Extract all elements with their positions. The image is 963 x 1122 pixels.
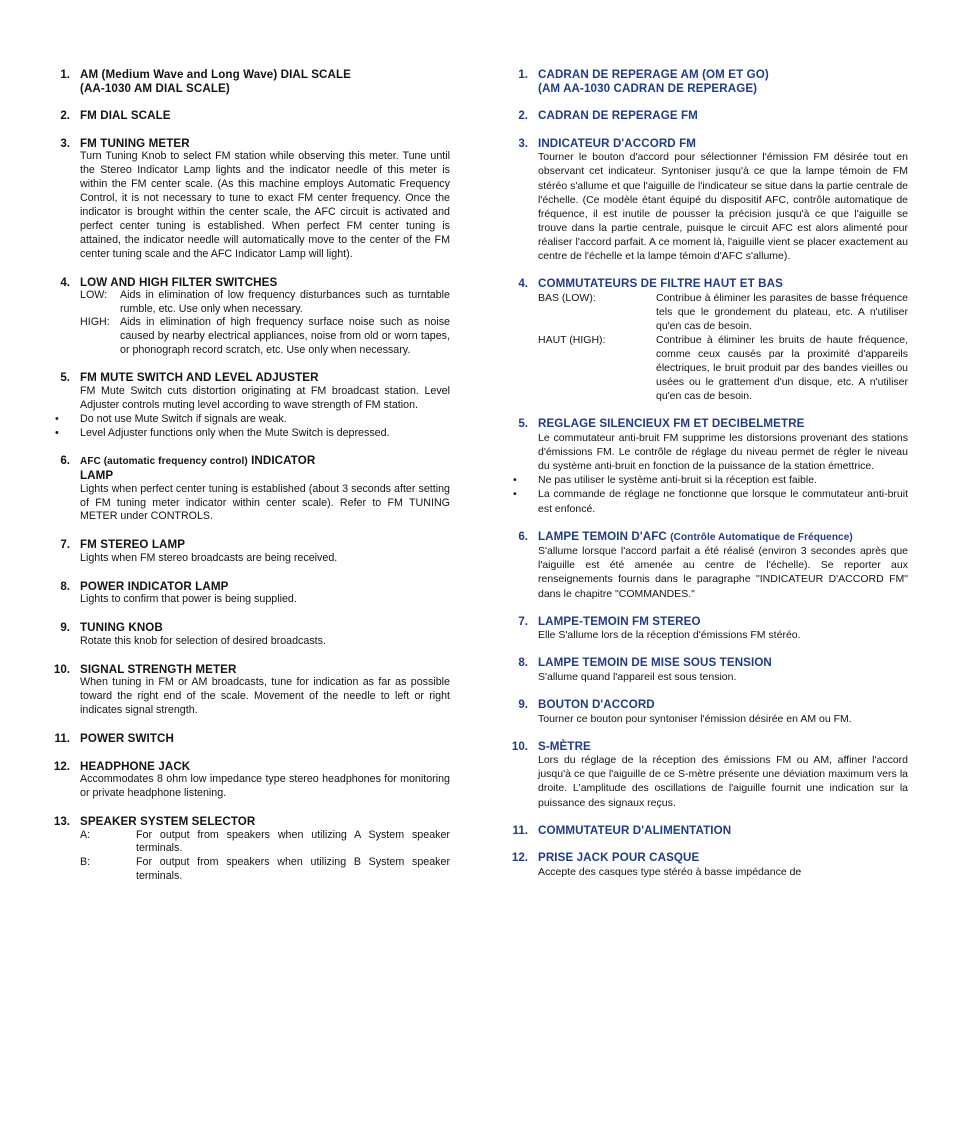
fr-item-8	[508, 656, 908, 684]
fr-item-3	[508, 137, 908, 263]
sub-text: Aids in elimination of low frequency disturbances such as turntable rumble, etc. Use only when necessary.	[120, 289, 450, 315]
item-title-main: COMMUTATEUR D'ALIMENTATION	[538, 823, 732, 837]
item-number: 3.	[60, 136, 70, 150]
fr-item-10	[508, 740, 908, 810]
item-body: FM Mute Switch cuts distortion originating at FM broadcast station. Level Adjuster controls muting level according to wave strength of FM station.	[80, 384, 450, 411]
item-number: 2.	[60, 109, 70, 123]
item-title	[80, 538, 450, 552]
french-column	[508, 68, 908, 893]
item-number: 5.	[60, 371, 70, 385]
en-item-1	[50, 68, 450, 95]
fr-item-2	[508, 109, 908, 123]
sub-item	[80, 316, 450, 357]
item-title	[538, 698, 908, 712]
item-title-main: LAMPE-TEMOIN FM STEREO	[538, 614, 701, 628]
item-body: Rotate this knob for selection of desired broadcasts.	[80, 634, 326, 647]
item-title	[80, 109, 450, 123]
en-item-10	[50, 663, 450, 718]
fr-item-12	[508, 851, 908, 879]
en-item-2	[50, 109, 450, 123]
item-number: 11.	[54, 732, 70, 746]
item-title	[538, 740, 908, 754]
item-title-line2: (AM AA-1030 CADRAN DE REPERAGE)	[538, 81, 758, 95]
item-number: 10.	[53, 662, 70, 676]
sub-text: Contribue à éliminer les parasites de basse fréquence tels que le grondement du plateau, etc. A n'utiliser qu'en cas de besoin.	[656, 291, 908, 332]
sub-item	[80, 829, 450, 856]
fr-item-11	[508, 824, 908, 838]
en-item-4	[50, 276, 450, 358]
sub-item	[80, 856, 450, 883]
item-title-main: COMMUTATEURS DE FILTRE HAUT ET BAS	[538, 277, 783, 291]
item-title-main: REGLAGE SILENCIEUX FM ET DECIBELMETRE	[538, 417, 805, 431]
item-number: 6.	[60, 454, 70, 468]
item-title-line2: LAMP	[80, 469, 114, 482]
item-title	[538, 277, 908, 291]
item-number: 5.	[518, 417, 528, 431]
item-title-main: CADRAN DE REPERAGE AM (OM ET GO)	[538, 68, 769, 81]
en-item-6	[50, 454, 450, 524]
item-body: Lors du réglage de la réception des émissions FM ou AM, affiner l'accord jusqu'à ce que l'aiguille de ce S-mètre présente une déviation maximum vers la droite. L'amplitude des oscillations de l'aiguille fournit une indication sur la puissance des signaux reçus.	[538, 754, 908, 809]
sub-item	[80, 289, 450, 316]
fr-item-4	[508, 277, 908, 403]
item-number: 12.	[511, 851, 528, 865]
bullet-dot: •	[55, 426, 59, 439]
bullet-text: Do not use Mute Switch if signals are weak.	[80, 412, 287, 425]
item-title	[538, 417, 908, 431]
item-title	[80, 663, 450, 677]
item-body: Tourner le bouton d'accord pour sélectionner l'émission FM désirée tout en observant cet indicateur. Syntoniser jusqu'à ce que la lampe témoin de FM stéréo s'allume et que l'aiguille de l'indicateur se situe dans la partie centrale de l'échelle. (Ce modèle étant équipé du dispositif AFC, contrôle automatique de fréquence, il est inutile de pousser la précision jusqu'à ce que l'aiguille se trouve dans la partie centrale, puisque le circuit AFC est alors alimenté pour réaliser l'accord parfait. A ce moment là, l'aiguille vient se placer exactement au centre de l'échelle et la lampe témoin d'AFC s'allume).	[538, 151, 908, 263]
item-body: When tuning in FM or AM broadcasts, tune for indication as far as possible toward the right end of the scale. Movement of the needle to left or right indicates signal strength.	[80, 676, 450, 717]
sub-label: B:	[80, 855, 91, 868]
item-title-main: S-MÈTRE	[538, 739, 591, 753]
sub-item	[538, 291, 908, 333]
item-title-main: AM (Medium Wave and Long Wave) DIAL SCALE	[80, 68, 351, 81]
bullet-dot: •	[513, 474, 517, 487]
item-title-small: (Contrôle Automatique de Fréquence)	[670, 531, 853, 543]
bullet-item	[55, 412, 450, 427]
item-title	[538, 530, 908, 545]
item-title	[80, 760, 450, 774]
item-title-main: POWER SWITCH	[80, 732, 174, 746]
item-number: 13.	[53, 815, 70, 829]
item-number: 7.	[60, 538, 70, 552]
item-body: Lights to confirm that power is being supplied.	[80, 593, 297, 606]
item-title-main: CADRAN DE REPERAGE FM	[538, 109, 698, 123]
en-item-11	[50, 732, 450, 746]
fr-item-1	[508, 68, 908, 95]
item-title	[80, 137, 450, 151]
item-body: Accepte des casques type stéréo à basse impédance de	[538, 865, 802, 878]
item-title	[80, 815, 450, 829]
sub-text: For output from speakers when utilizing B System speaker terminals.	[136, 855, 450, 882]
item-number: 3.	[518, 136, 528, 150]
item-title	[80, 68, 450, 95]
bullet-text: Level Adjuster functions only when the Mute Switch is depressed.	[80, 426, 390, 439]
item-body: S'allume quand l'appareil est sous tension.	[538, 670, 737, 683]
item-body: Elle S'allume lors de la réception d'émissions FM stéréo.	[538, 629, 801, 642]
item-title	[80, 454, 450, 482]
item-title-main: TUNING KNOB	[80, 621, 163, 635]
sub-label: BAS (LOW):	[538, 291, 596, 304]
item-title-main: LAMPE TEMOIN D'AFC	[538, 529, 667, 543]
item-title-main: FM TUNING METER	[80, 136, 190, 150]
sub-label: HIGH:	[80, 316, 110, 329]
item-number: 9.	[60, 621, 70, 635]
item-title-main: FM MUTE SWITCH AND LEVEL ADJUSTER	[80, 371, 319, 385]
item-body: Accommodates 8 ohm low impedance type stereo headphones for monitoring or private headphone listening.	[80, 773, 450, 800]
item-number: 1.	[518, 68, 528, 81]
item-body: Lights when FM stereo broadcasts are being received.	[80, 551, 338, 564]
sub-label: HAUT (HIGH):	[538, 334, 606, 346]
sub-text: Contribue à éliminer les bruits de haute fréquence, comme ceux causés par la proximité d'appareils électriques, le bruit produit par des bandes vieilles ou usées ou le grattement d'un disque, etc. A n'utiliser qu'en cas de besoin.	[656, 334, 908, 403]
item-title	[80, 580, 450, 594]
bullet-dot: •	[513, 488, 517, 501]
item-title	[538, 137, 908, 151]
item-title-main: HEADPHONE JACK	[80, 759, 191, 773]
item-number: 1.	[60, 68, 70, 81]
item-title	[80, 276, 450, 290]
item-number: 10.	[511, 739, 528, 753]
item-title	[538, 851, 908, 865]
sub-text: Aids in elimination of high frequency surface noise such as noise caused by nearby electrical appliances, noise from old or worn tapes, or phonograph record scratch, etc. Use only when necessary.	[120, 316, 450, 356]
item-title	[538, 615, 908, 629]
item-number: 11.	[512, 823, 528, 837]
sub-item	[538, 333, 908, 403]
item-title-main: POWER INDICATOR LAMP	[80, 579, 229, 593]
item-number: 8.	[518, 656, 528, 670]
item-title	[538, 109, 908, 123]
item-title	[538, 68, 908, 95]
item-title-main: LAMPE TEMOIN DE MISE SOUS TENSION	[538, 656, 772, 670]
en-item-12	[50, 760, 450, 801]
sub-label: LOW:	[80, 289, 108, 302]
english-column	[50, 68, 450, 897]
item-title-main: FM STEREO LAMP	[80, 538, 186, 552]
item-number: 8.	[60, 579, 70, 593]
item-body: S'allume lorsque l'accord parfait a été réalisé (environ 3 secondes après que l'aiguille est été amenée au centre de l'échelle). Se reporter aux renseignements fournis dans le paragraphe "INDICATEUR D'ACCORD FM" dans le chapitre "COMMANDES."	[538, 545, 908, 600]
item-title-main: SIGNAL STRENGTH METER	[80, 662, 237, 676]
bullet-text: La commande de réglage ne fonctionne que lorsque le commutateur anti-bruit est enfoncé.	[538, 488, 908, 515]
fr-item-5	[508, 417, 908, 515]
item-title-main: FM DIAL SCALE	[80, 109, 171, 123]
item-body: Turn Tuning Knob to select FM station while observing this meter. Tune until the Stereo Indicator Lamp lights and the indicator needle of this meter is within the FM center scale. (As this machine employs Automatic Frequency Control, it is not necessary to tune to exact FM center frequency. Once the indicator is brought within the center scale, the AFC circuit is activated and perfect center tuning is established. When perfect FM center tuning is attained, the indicator needle will automatically move to the center of the FM center tuning scale and the AFC Indicator Lamp will light).	[80, 150, 450, 260]
sub-label: A:	[80, 828, 91, 841]
item-title	[80, 621, 450, 635]
bullet-item	[55, 426, 450, 441]
item-title	[538, 656, 908, 670]
fr-item-9	[508, 698, 908, 726]
item-title-main: BOUTON D'ACCORD	[538, 697, 655, 711]
item-number: 12.	[53, 759, 70, 773]
en-item-8	[50, 580, 450, 608]
item-title-small: AFC (automatic frequency control)	[80, 456, 248, 468]
bullet-text: Ne pas utiliser le système anti-bruit si la réception est faible.	[538, 474, 817, 487]
en-item-13	[50, 815, 450, 883]
item-title	[80, 732, 450, 746]
item-title	[80, 371, 450, 385]
item-number: 9.	[518, 697, 528, 711]
item-number: 4.	[60, 275, 70, 289]
fr-item-7	[508, 615, 908, 643]
item-title-line2: (AA-1030 AM DIAL SCALE)	[80, 81, 230, 95]
en-item-5	[50, 371, 450, 440]
bullet-item	[513, 473, 908, 487]
item-body: Lights when perfect center tuning is established (about 3 seconds after setting of FM tuning meter indicator within center scale). Refer to FM TUNING METER under CONTROLS.	[80, 482, 450, 523]
item-number: 7.	[518, 614, 528, 628]
item-number: 4.	[518, 277, 528, 291]
item-title-main: LOW AND HIGH FILTER SWITCHES	[80, 275, 278, 289]
bullet-item	[513, 487, 908, 515]
item-body: Le commutateur anti-bruit FM supprime les distorsions provenant des stations d'émissions FM. Le contrôle de réglage du niveau permet de régler le niveau du système anti-bruit en fonction de la puissance de la station émettrice.	[538, 432, 908, 473]
fr-item-6	[508, 530, 908, 601]
sub-text: For output from speakers when utilizing A System speaker terminals.	[136, 828, 450, 855]
en-item-7	[50, 538, 450, 566]
en-item-9	[50, 621, 450, 649]
en-item-3	[50, 137, 450, 262]
bullet-dot: •	[55, 412, 59, 425]
item-title-main: SPEAKER SYSTEM SELECTOR	[80, 815, 256, 829]
item-number: 2.	[518, 109, 528, 123]
item-title-main: INDICATEUR D'ACCORD FM	[538, 136, 697, 150]
item-number: 6.	[518, 529, 528, 543]
item-body: Tourner ce bouton pour syntoniser l'émission désirée en AM ou FM.	[538, 712, 852, 725]
item-title-main: INDICATOR	[251, 454, 316, 468]
item-title	[538, 824, 908, 838]
item-title-main: PRISE JACK POUR CASQUE	[538, 851, 700, 865]
